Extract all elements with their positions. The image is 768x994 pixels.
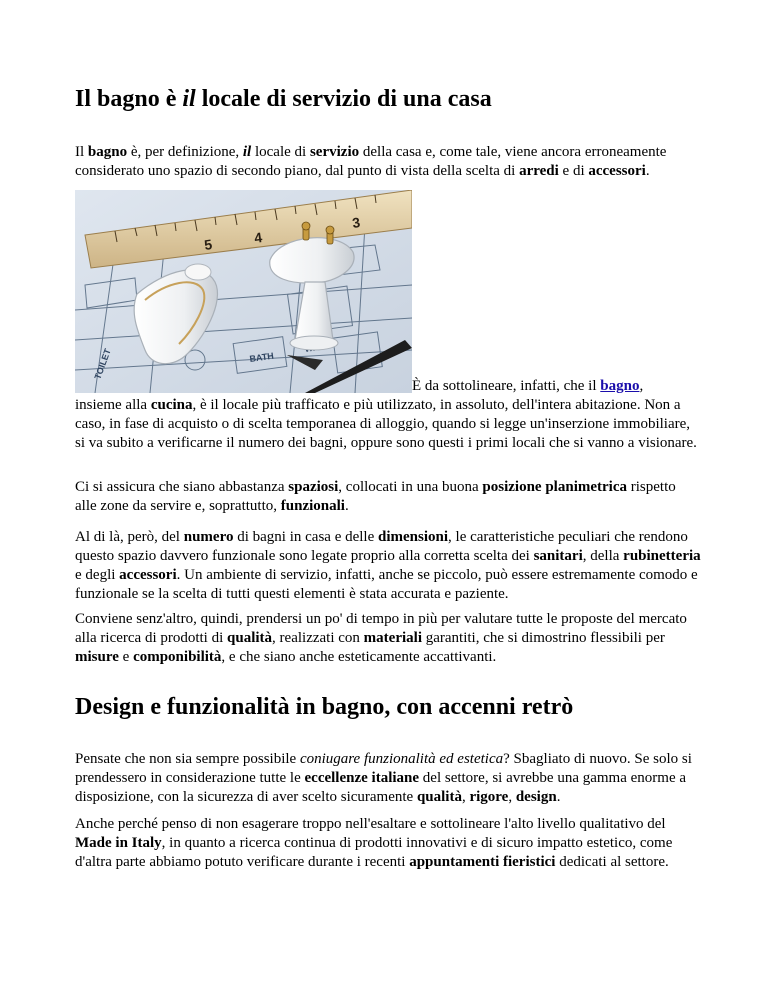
- bold-keyword: rubinetteria: [623, 548, 701, 564]
- text-run: , le caratteristiche peculiari che rendono questo spazio davvero funzionale sono legate proprio alla corretta scelta dei: [75, 529, 688, 564]
- heading-section-2: Design e funzionalità in bagno, con accenni retrò: [75, 694, 574, 720]
- bold-keyword: bagno: [87, 144, 128, 160]
- text-run: di bagni in casa e delle: [233, 529, 378, 545]
- text-run: , e che siano anche esteticamente accattivanti.: [221, 649, 497, 665]
- text-run: Conviene senz'altro, quindi, prendersi un po' di tempo in più per valutare tutte le proposte del mercato alla ricerca di prodotti di: [75, 611, 687, 646]
- paragraph-functional-choice: [75, 528, 701, 604]
- text-run: , è il locale più trafficato e più utilizzato, in assoluto, dell'intera abitazione. Non a caso, in fase di acquisto o di scelta temporanea di alloggio, quando si legge un'inserzione immobiliare, si va subito a verificarne il numero dei bagni, oppure sono questi i primi locali che si vanno a visionare.: [75, 397, 697, 451]
- paragraph-intro: [75, 143, 701, 181]
- bold-keyword: accessori: [119, 567, 177, 583]
- paragraph-spacious: [75, 478, 701, 516]
- plan-label-toilet: TOILET: [92, 347, 113, 381]
- text-run: , collocati in una buona: [338, 479, 483, 495]
- text-run: e di: [558, 163, 589, 179]
- bold-keyword: accessori: [588, 163, 646, 179]
- text-run: Anche perché penso di non esagerare troppo nell'esaltare e sottolineare l'alto livello qualitativo del: [75, 816, 666, 832]
- heading-section-1: [75, 85, 492, 113]
- bold-keyword: appuntamenti fieristici: [409, 854, 556, 870]
- bold-keyword: Made in Italy: [75, 835, 162, 851]
- paragraph-made-in-italy: [75, 815, 701, 872]
- text-run: .: [344, 498, 349, 514]
- text-run: del settore, si avrebbe una gamma enorme a disposizione, con la sicurezza di aver scelto sicuramente: [75, 770, 687, 805]
- bold-keyword: funzionali: [280, 498, 345, 514]
- bold-keyword: cucina: [150, 397, 193, 413]
- bold-keyword: rigore: [469, 789, 509, 805]
- bold-keyword: spaziosi: [288, 479, 339, 495]
- text-run: , in quanto a ricerca continua di prodotti innovativi e di sicuro impatto estetico, come d'altra parte abbiamo potuto verificare durante i recenti: [75, 835, 673, 870]
- text-run: dedicati al settore.: [555, 854, 669, 870]
- bold-keyword: design: [515, 789, 557, 805]
- bold-keyword: materiali: [363, 630, 422, 646]
- text-run: e degli: [75, 567, 120, 583]
- text-run: insieme alla: [75, 397, 151, 413]
- text-run: Al di là, però, del: [75, 529, 184, 545]
- text-run: È da sottolineare, infatti, che il: [412, 378, 601, 394]
- ruler-number: 4: [253, 229, 264, 246]
- text-run: locale di: [251, 144, 310, 160]
- bathroom-blueprint-image: [75, 190, 412, 393]
- text-run: ,: [639, 378, 644, 394]
- bold-keyword: dimensioni: [378, 529, 449, 545]
- text-run: .: [556, 789, 561, 805]
- bold-italic-emphasis: il: [242, 144, 252, 160]
- bold-keyword: componibilità: [133, 649, 222, 665]
- ruler-number: 3: [351, 214, 362, 231]
- bold-keyword: qualità: [416, 789, 462, 805]
- italic-phrase: coniugare funzionalità ed estetica: [299, 751, 504, 767]
- text-run: .: [645, 163, 650, 179]
- text-run: è, per definizione,: [127, 144, 243, 160]
- bagno-link[interactable]: bagno: [600, 378, 640, 394]
- bold-keyword: eccellenze italiane: [304, 770, 420, 786]
- bold-keyword: posizione planimetrica: [482, 479, 627, 495]
- text-run: ? Sbagliato di nuovo. Se solo si prendessero in considerazione tutte le: [75, 751, 692, 786]
- plan-label-bath: BATH: [248, 350, 275, 364]
- heading-text-end: locale di servizio di una casa: [195, 86, 492, 112]
- bold-keyword: misure: [75, 649, 119, 665]
- text-run: . Un ambiente di servizio, infatti, anche se piccolo, può essere estremamente comodo e funzionale se la scelta di tutti questi elementi è stata accurata e paziente.: [75, 567, 698, 602]
- text-run: Pensate che non sia sempre possibile: [75, 751, 300, 767]
- ruler-number: 5: [203, 236, 214, 253]
- text-run: rispetto alle zone da servire e, soprattutto,: [75, 479, 676, 514]
- heading-text: Il bagno è: [75, 86, 183, 112]
- text-run: e: [118, 649, 134, 665]
- paragraph-quality-products: [75, 610, 701, 667]
- text-run: , della: [582, 548, 624, 564]
- text-run: Il: [75, 144, 88, 160]
- text-run: della casa e, come tale, viene ancora erroneamente considerato uno spazio di secondo piano, dal punto di vista della scelta di: [75, 144, 667, 179]
- paragraph-continuation-start: [412, 377, 643, 396]
- paragraph-bathroom-importance: [75, 396, 701, 453]
- text-run: ,: [461, 789, 470, 805]
- bold-keyword: arredi: [519, 163, 559, 179]
- text-run: , realizzati con: [272, 630, 364, 646]
- paragraph-design-function: [75, 750, 701, 807]
- heading-emphasis: il: [182, 86, 196, 112]
- bold-keyword: numero: [183, 529, 234, 545]
- bold-keyword: sanitari: [533, 548, 583, 564]
- text-run: garantiti, che si dimostrino flessibili per: [421, 630, 665, 646]
- text-run: ,: [508, 789, 516, 805]
- text-run: Ci si assicura che siano abbastanza: [75, 479, 289, 495]
- bold-keyword: qualità: [227, 630, 273, 646]
- bold-keyword: servizio: [309, 144, 360, 160]
